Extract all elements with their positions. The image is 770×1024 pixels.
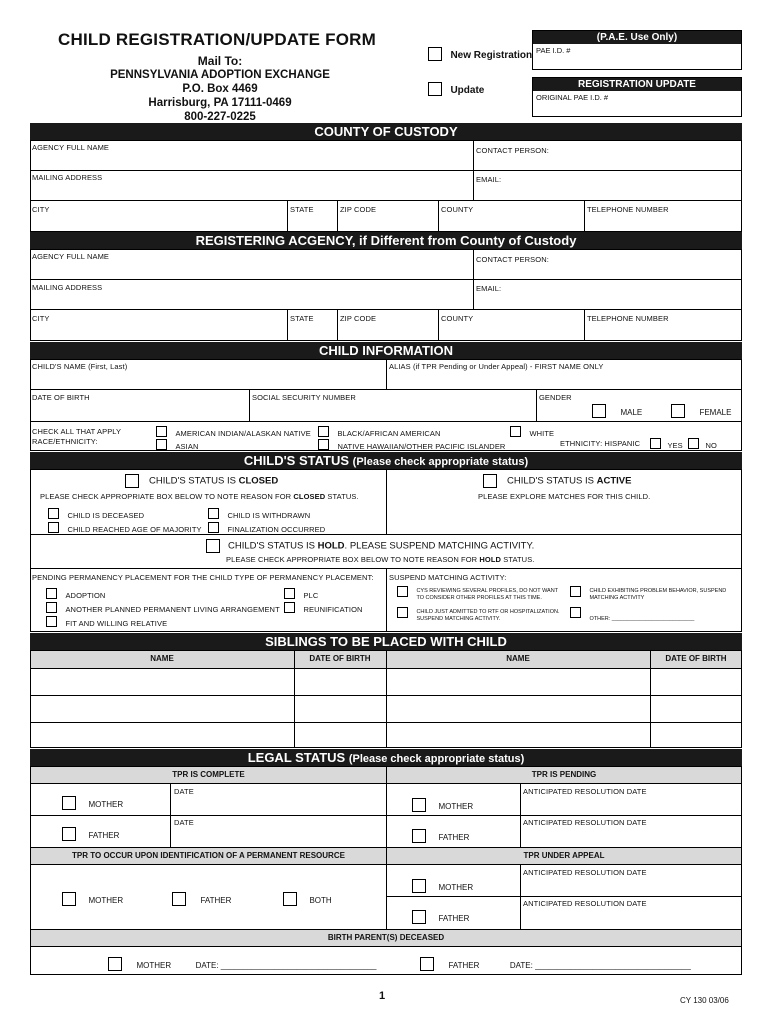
hispanic-yes-checkbox[interactable]	[650, 438, 661, 449]
active-note: PLEASE EXPLORE MATCHES FOR THIS CHILD.	[478, 492, 651, 501]
county-tel-field[interactable]: TELEPHONE NUMBER	[587, 205, 669, 214]
tpr-pending-mother-label: MOTHER	[438, 802, 474, 811]
registration-update-header: REGISTRATION UPDATE	[533, 78, 741, 91]
admitted-option[interactable]	[397, 607, 559, 625]
reg-tel-field[interactable]: TELEPHONE NUMBER	[587, 314, 669, 323]
tpr-occur-mother-option[interactable]	[62, 890, 123, 908]
race-label: RACE/ETHNICITY:	[32, 437, 98, 446]
white-label: WHITE	[529, 429, 555, 438]
reunification-label: REUNIFICATION	[303, 605, 363, 614]
tpr-appeal-father-option[interactable]	[412, 908, 469, 926]
legal-status-title: LEGAL STATUS	[247, 750, 346, 765]
status-hold-option[interactable]	[206, 539, 534, 553]
form-number: CY 130 03/06	[680, 996, 729, 1005]
tpr-appeal-mother-checkbox[interactable]	[412, 879, 426, 893]
reg-mailing-field[interactable]: MAILING ADDRESS	[32, 283, 103, 292]
other-checkbox[interactable]	[570, 607, 581, 618]
tpr-appeal-father-date[interactable]: ANTICIPATED RESOLUTION DATE	[523, 899, 647, 908]
hold-note-bold: HOLD	[479, 555, 502, 564]
majority-label: CHILD REACHED AGE OF MAJORITY	[67, 525, 202, 534]
closed-label: CLOSED	[238, 475, 279, 487]
reg-county-field[interactable]: COUNTY	[441, 314, 474, 323]
plc-checkbox[interactable]	[284, 588, 295, 599]
tpr-occur-mother-label: MOTHER	[88, 896, 124, 905]
tpr-complete-mother-option[interactable]	[62, 794, 123, 812]
po-box: P.O. Box 4469	[182, 83, 258, 95]
legal-status-bar	[30, 749, 742, 766]
tpr-pending-father-option[interactable]	[412, 827, 469, 845]
tpr-occur-both-checkbox[interactable]	[283, 892, 297, 906]
adoption-checkbox[interactable]	[46, 588, 57, 599]
reg-zip-field[interactable]: ZIP CODE	[340, 314, 377, 323]
tpr-occur-header: TPR TO OCCUR UPON IDENTIFICATION OF A PERMANENT RESOURCE	[31, 848, 386, 864]
check-all-label: CHECK ALL THAT APPLY	[32, 427, 122, 436]
form-title: CHILD REGISTRATION/UPDATE FORM	[58, 30, 376, 49]
gender-male-option[interactable]	[592, 402, 642, 420]
child-status-bar	[30, 452, 742, 469]
american-indian-label: AMERICAN INDIAN/ALASKAN NATIVE	[175, 429, 311, 438]
registration-update-box	[532, 77, 742, 117]
county-agency-name-field[interactable]: AGENCY FULL NAME	[32, 143, 110, 152]
majority-checkbox[interactable]	[48, 522, 59, 533]
adoption-label: ADOPTION	[65, 591, 106, 600]
county-section	[30, 140, 742, 232]
tpr-appeal-mother-label: MOTHER	[438, 883, 474, 892]
county-county-field[interactable]: COUNTY	[441, 205, 474, 214]
problem-line-2: MATCHING ACTIVITY	[589, 595, 645, 601]
problem-line-1: CHILD EXHIBITING PROBLEM BEHAVIOR, SUSPEND	[589, 588, 727, 594]
alias-field[interactable]: ALIAS (if TPR Pending or Under Appeal) - FIRST NAME ONLY	[389, 362, 604, 371]
fit-relative-checkbox[interactable]	[46, 616, 57, 627]
reg-email-field[interactable]: EMAIL:	[476, 284, 502, 293]
pae-use-only-header: (P.A.E. Use Only)	[533, 31, 741, 44]
mail-to-block	[80, 54, 360, 124]
tpr-complete-mother-date[interactable]: DATE	[174, 787, 194, 796]
hispanic-no-label: NO	[705, 441, 717, 450]
hispanic-yes-option[interactable]	[650, 435, 683, 453]
active-label: ACTIVE	[596, 475, 632, 487]
new-registration-label: New Registration	[450, 50, 533, 61]
tpr-appeal-father-checkbox[interactable]	[412, 910, 426, 924]
tpr-pending-father-date[interactable]: ANTICIPATED RESOLUTION DATE	[523, 818, 647, 827]
sibling-name-header-1: NAME	[150, 654, 174, 663]
new-registration-checkbox[interactable]	[428, 47, 442, 61]
county-contact-field[interactable]: CONTACT PERSON:	[476, 146, 549, 155]
county-email-field[interactable]: EMAIL:	[476, 175, 502, 184]
registering-agency-bar: REGISTERING ACGENCY, if Different from County of Custody	[30, 232, 742, 249]
problem-behavior-checkbox[interactable]	[570, 586, 581, 597]
deceased-mother-option[interactable]	[108, 955, 377, 973]
suspend-matching-label: SUSPEND MATCHING ACTIVITY:	[389, 573, 507, 582]
new-registration-option[interactable]	[428, 45, 532, 63]
county-city-field[interactable]: CITY	[32, 205, 50, 214]
pae-use-only-box	[532, 30, 742, 70]
pending-permanency-label: PENDING PERMANENCY PLACEMENT FOR THE CHILD TYPE OF PERMANENCY PLACEMENT:	[32, 573, 374, 582]
white-checkbox[interactable]	[510, 426, 521, 437]
hold-label-pre: CHILD'S STATUS IS	[228, 540, 318, 552]
deceased-mother-label: MOTHER	[136, 961, 172, 970]
tpr-pending-mother-date[interactable]: ANTICIPATED RESOLUTION DATE	[523, 787, 647, 796]
sibling-dob-header-1: DATE OF BIRTH	[309, 654, 371, 663]
tpr-appeal-father-label: FATHER	[438, 914, 470, 923]
fit-relative-label: FIT AND WILLING RELATIVE	[65, 619, 168, 628]
asian-checkbox[interactable]	[156, 439, 167, 450]
hold-note	[226, 555, 535, 564]
problem-behavior-option[interactable]	[570, 586, 726, 604]
gender-label: GENDER	[539, 393, 572, 402]
female-label: FEMALE	[699, 408, 732, 417]
county-mailing-field[interactable]: MAILING ADDRESS	[32, 173, 103, 182]
cys-line-2: TO CONSIDER OTHER PROFILES AT THIS TIME.	[416, 595, 542, 601]
admitted-line-2: SUSPEND MATCHING ACTIVITY.	[416, 616, 501, 622]
tpr-appeal-mother-date[interactable]: ANTICIPATED RESOLUTION DATE	[523, 868, 647, 877]
majority-option[interactable]	[48, 519, 202, 537]
deceased-father-date[interactable]: DATE: ___________________________________	[509, 961, 691, 970]
tpr-complete-mother-checkbox[interactable]	[62, 796, 76, 810]
hispanic-yes-label: YES	[667, 441, 683, 450]
status-active-option[interactable]	[483, 474, 631, 488]
other-option[interactable]	[570, 607, 694, 625]
admitted-line-1: CHILD JUST ADMITTED TO RTF OR HOSPITALIZATION.	[416, 609, 560, 615]
county-of-custody-bar: COUNTY OF CUSTODY	[30, 123, 742, 140]
deceased-father-option[interactable]	[420, 955, 691, 973]
tpr-appeal-header: TPR UNDER APPEAL	[387, 848, 741, 864]
page-number: 1	[379, 990, 386, 1002]
closed-note-pre: PLEASE CHECK APPROPRIATE BOX BELOW TO NOTE REASON FOR	[40, 492, 294, 501]
hold-label-post: . PLEASE SUSPEND MATCHING ACTIVITY.	[344, 540, 535, 552]
cys-reviewing-checkbox[interactable]	[397, 586, 408, 597]
reunification-checkbox[interactable]	[284, 602, 295, 613]
withdrawn-label: CHILD IS WITHDRAWN	[227, 511, 311, 520]
reg-contact-field[interactable]: CONTACT PERSON:	[476, 255, 549, 264]
tpr-occur-father-checkbox[interactable]	[172, 892, 186, 906]
tpr-occur-both-label: BOTH	[309, 896, 332, 905]
problem-behavior-label	[589, 588, 726, 602]
deceased-mother-date[interactable]: DATE: ___________________________________	[195, 961, 377, 970]
tpr-pending-father-checkbox[interactable]	[412, 829, 426, 843]
mail-to-label: Mail To:	[197, 54, 243, 68]
asian-label: ASIAN	[175, 442, 199, 451]
cys-line-1: CYS REVIEWING SEVERAL PROFILES, DO NOT WANT	[416, 588, 559, 594]
tpr-occur-father-label: FATHER	[200, 896, 232, 905]
registering-section	[30, 249, 742, 341]
hispanic-no-option[interactable]	[688, 435, 717, 453]
phone-number: 800-227-0225	[184, 111, 256, 123]
child-information-bar: CHILD INFORMATION	[30, 342, 742, 359]
deceased-father-checkbox[interactable]	[420, 957, 434, 971]
admitted-label	[416, 609, 559, 623]
other-label: OTHER: ___________________________	[589, 616, 695, 622]
update-label: Update	[450, 85, 485, 96]
org-name: PENNSYLVANIA ADOPTION EXCHANGE	[110, 69, 330, 81]
birth-parents-deceased-header: BIRTH PARENT(S) DECEASED	[31, 930, 741, 946]
county-zip-field[interactable]: ZIP CODE	[340, 205, 377, 214]
race-white-option[interactable]	[510, 423, 554, 441]
closed-note	[40, 492, 359, 501]
tpr-complete-mother-label: MOTHER	[88, 800, 124, 809]
appla-label: ANOTHER PLANNED PERMANENT LIVING ARRANGEMENT	[65, 605, 280, 614]
tpr-complete-father-checkbox[interactable]	[62, 827, 76, 841]
tpr-pending-mother-option[interactable]	[412, 796, 473, 814]
finalization-option[interactable]	[208, 519, 325, 537]
tpr-pending-father-label: FATHER	[438, 833, 470, 842]
tpr-occur-both-option[interactable]	[283, 890, 332, 908]
hold-note-post: STATUS.	[501, 555, 535, 564]
tpr-complete-father-label: FATHER	[88, 831, 120, 840]
hispanic-no-checkbox[interactable]	[688, 438, 699, 449]
original-pae-id-field[interactable]: ORIGINAL PAE I.D. #	[536, 93, 609, 102]
tpr-complete-father-date[interactable]: DATE	[174, 818, 194, 827]
sibling-dob-header-2: DATE OF BIRTH	[665, 654, 727, 663]
plc-label: PLC	[303, 591, 319, 600]
deceased-mother-checkbox[interactable]	[108, 957, 122, 971]
closed-checkbox[interactable]	[125, 474, 139, 488]
appla-checkbox[interactable]	[46, 602, 57, 613]
finalization-label: FINALIZATION OCCURRED	[227, 525, 326, 534]
dob-field[interactable]: DATE OF BIRTH	[32, 393, 90, 402]
ethnicity-label: ETHNICITY: HISPANIC	[560, 439, 641, 448]
tpr-complete-header: TPR IS COMPLETE	[31, 767, 386, 783]
ssn-field[interactable]: SOCIAL SECURITY NUMBER	[252, 393, 356, 402]
tpr-occur-father-option[interactable]	[172, 890, 231, 908]
reg-agency-name-field[interactable]: AGENCY FULL NAME	[32, 252, 110, 261]
admitted-checkbox[interactable]	[397, 607, 408, 618]
county-state-field[interactable]: STATE	[290, 205, 314, 214]
cys-reviewing-option[interactable]	[397, 586, 558, 604]
native-hawaiian-label: NATIVE HAWAIIAN/OTHER PACIFIC ISLANDER	[337, 442, 506, 451]
deceased-label: CHILD IS DECEASED	[67, 511, 145, 520]
sibling-name-header-2: NAME	[506, 654, 530, 663]
withdrawn-checkbox[interactable]	[208, 508, 219, 519]
finalization-checkbox[interactable]	[208, 522, 219, 533]
child-name-field[interactable]: CHILD'S NAME (First, Last)	[32, 362, 128, 371]
black-label: BLACK/AFRICAN AMERICAN	[337, 429, 441, 438]
fit-relative-option[interactable]	[46, 613, 167, 631]
closed-note-post: STATUS.	[325, 492, 359, 501]
status-closed-option[interactable]	[125, 474, 278, 488]
deceased-father-label: FATHER	[448, 961, 480, 970]
tpr-pending-mother-checkbox[interactable]	[412, 798, 426, 812]
reg-city-field[interactable]: CITY	[32, 314, 50, 323]
male-checkbox[interactable]	[592, 404, 606, 418]
gender-female-option[interactable]	[671, 402, 731, 420]
deceased-checkbox[interactable]	[48, 508, 59, 519]
city-state: Harrisburg, PA 17111-0469	[148, 97, 292, 109]
tpr-complete-father-option[interactable]	[62, 825, 119, 843]
cys-reviewing-label	[416, 588, 558, 602]
child-status-note: (Please check appropriate status)	[352, 456, 529, 468]
hold-checkbox[interactable]	[206, 539, 220, 553]
pae-id-field[interactable]: PAE I.D. #	[536, 46, 571, 55]
update-checkbox[interactable]	[428, 82, 442, 96]
update-option[interactable]	[428, 80, 484, 98]
active-checkbox[interactable]	[483, 474, 497, 488]
child-status-title: CHILD'S STATUS	[243, 453, 350, 468]
reunification-option[interactable]	[284, 599, 363, 617]
tpr-appeal-mother-option[interactable]	[412, 877, 473, 895]
closed-label-pre: CHILD'S STATUS IS	[149, 475, 239, 487]
active-label-pre: CHILD'S STATUS IS	[507, 475, 597, 487]
legal-status-note: (Please check appropriate status)	[348, 753, 525, 765]
hold-note-pre: PLEASE CHECK APPROPRIATE BOX BELOW TO NOTE REASON FOR	[226, 555, 480, 564]
siblings-bar: SIBLINGS TO BE PLACED WITH CHILD	[30, 633, 742, 650]
female-checkbox[interactable]	[671, 404, 685, 418]
tpr-occur-mother-checkbox[interactable]	[62, 892, 76, 906]
native-hawaiian-checkbox[interactable]	[318, 439, 329, 450]
reg-state-field[interactable]: STATE	[290, 314, 314, 323]
male-label: MALE	[620, 408, 643, 417]
tpr-pending-header: TPR IS PENDING	[387, 767, 741, 783]
hold-label: HOLD	[317, 540, 345, 552]
closed-note-bold: CLOSED	[293, 492, 326, 501]
